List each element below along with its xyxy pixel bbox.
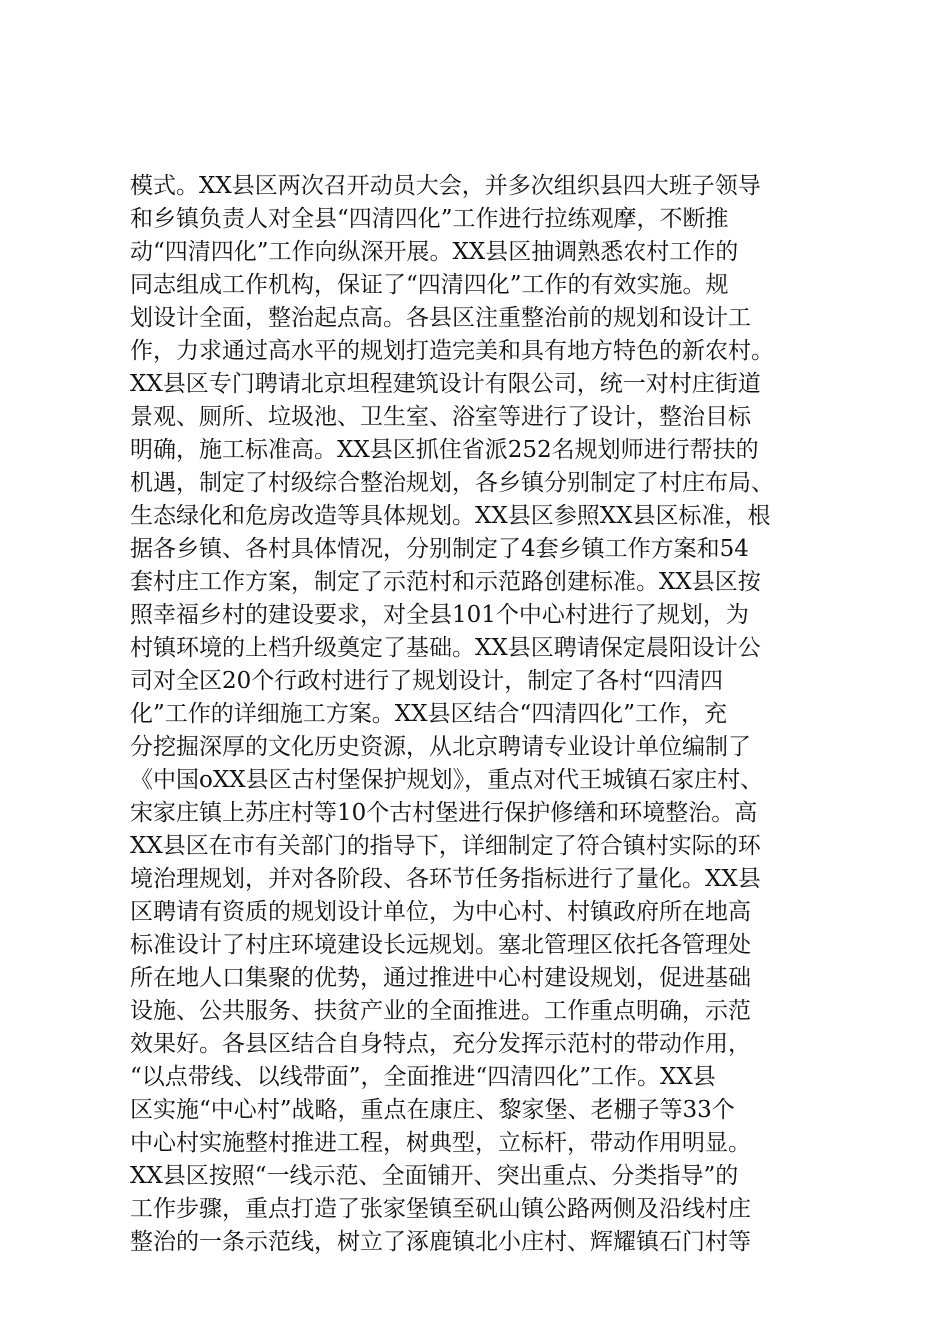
text-line: 机遇，制定了村级综合整治规划，各乡镇分别制定了村庄布局、 [130, 470, 774, 496]
text-line: 区实施“中心村”战略，重点在康庄、黎家堡、老棚子等33个 [130, 1097, 735, 1123]
text-line: 分挖掘深厚的文化历史资源，从北京聘请专业设计单位编制了 [130, 734, 751, 760]
text-line: XX县区按照“一线示范、全面铺开、突出重点、分类指导”的 [130, 1163, 739, 1189]
text-line: 村镇环境的上档升级奠定了基础。XX县区聘请保定晨阳设计公 [130, 635, 761, 661]
text-line: 照幸福乡村的建设要求，对全县101个中心村进行了规划，为 [130, 602, 749, 628]
text-line: XX县区在市有关部门的指导下，详细制定了符合镇村实际的环 [130, 833, 761, 859]
text-line: 《中国oXX县区古村堡保护规划》，重点对代王城镇石家庄村、 [130, 767, 764, 793]
text-line: “以点带线、以线带面”，全面推进“四清四化”工作。XX县 [130, 1064, 716, 1090]
text-line: 宋家庄镇上苏庄村等10个古村堡进行保护修缮和环境整治。高 [130, 800, 758, 826]
text-line: 套村庄工作方案，制定了示范村和示范路创建标准。XX县区按 [130, 569, 761, 595]
text-line: 同志组成工作机构，保证了“四清四化”工作的有效实施。规 [130, 272, 729, 298]
text-line: 整治的一条示范线，树立了涿鹿镇北小庄村、辉耀镇石门村等 [130, 1229, 751, 1255]
text-line: 效果好。各县区结合自身特点，充分发挥示范村的带动作用， [130, 1031, 751, 1057]
text-line: 所在地人口集聚的优势，通过推进中心村建设规划，促进基础 [130, 965, 751, 991]
text-line: 工作步骤，重点打造了张家堡镇至矾山镇公路两侧及沿线村庄 [130, 1196, 751, 1222]
body-paragraph [130, 170, 850, 1259]
text-line: 划设计全面，整治起点高。各县区注重整治前的规划和设计工 [130, 305, 751, 331]
text-line: 和乡镇负责人对全县“四清四化”工作进行拉练观摩，不断推 [130, 206, 729, 232]
text-line: 境治理规划，并对各阶段、各环节任务指标进行了量化。XX县 [130, 866, 761, 892]
text-line: 司对全区20个行政村进行了规划设计，制定了各村“四清四 [130, 668, 724, 694]
text-line: 动“四清四化”工作向纵深开展。XX县区抽调熟悉农村工作的 [130, 239, 739, 265]
text-line: 据各乡镇、各村具体情况，分别制定了4套乡镇工作方案和54 [130, 536, 749, 562]
text-line: 标准设计了村庄环境建设长远规划。塞北管理区依托各管理处 [130, 932, 751, 958]
text-line: 景观、厕所、垃圾池、卫生室、浴室等进行了设计，整治目标 [130, 404, 751, 430]
text-line: 化”工作的详细施工方案。XX县区结合“四清四化”工作，充 [130, 701, 728, 727]
text-line: 设施、公共服务、扶贫产业的全面推进。工作重点明确，示范 [130, 998, 751, 1024]
text-line: 生态绿化和危房改造等具体规划。XX县区参照XX县区标准，根 [130, 503, 771, 529]
text-line: 模式。XX县区两次召开动员大会，并多次组织县四大班子领导 [130, 173, 761, 199]
text-line: 区聘请有资质的规划设计单位，为中心村、村镇政府所在地高 [130, 899, 751, 925]
text-line: 中心村实施整村推进工程，树典型，立标杆，带动作用明显。 [130, 1130, 751, 1156]
text-line: XX县区专门聘请北京坦程建筑设计有限公司，统一对村庄街道 [130, 371, 761, 397]
text-line: 明确，施工标准高。XX县区抓住省派252名规划师进行帮扶的 [130, 437, 759, 463]
text-line: 作，力求通过高水平的规划打造完美和具有地方特色的新农村。 [130, 338, 774, 364]
